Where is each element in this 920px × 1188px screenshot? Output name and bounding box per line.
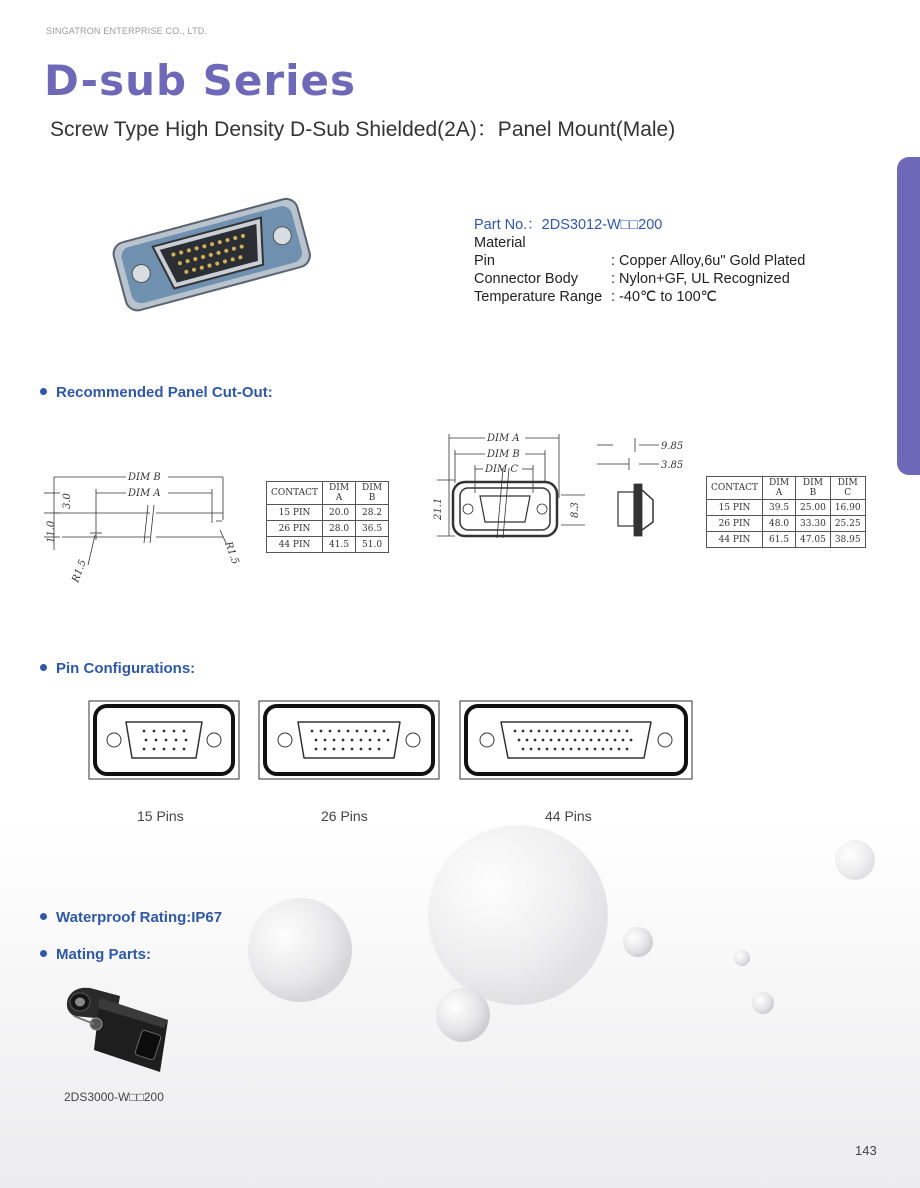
table-cell: 51.0 <box>356 537 389 553</box>
table-cell: 38.95 <box>830 532 865 548</box>
pin-diagram-44 <box>459 700 693 780</box>
table-header-cell: DIM C <box>830 477 865 500</box>
dim-c-label: DIM C <box>485 464 519 475</box>
table-cell: 25.25 <box>830 516 865 532</box>
dim-11-label: 11.0 <box>46 520 57 543</box>
mating-part-photo <box>60 980 175 1080</box>
dim-3-label: 3.0 <box>62 493 73 509</box>
table-header-cell: DIM A <box>763 477 796 500</box>
table-cell: 48.0 <box>763 516 796 532</box>
page-subtitle: Screw Type High Density D-Sub Shielded(2A)：Panel Mount(Male) <box>50 118 676 141</box>
spec-value: : -40℃ to 100℃ <box>611 289 717 305</box>
connector-dimension-drawing <box>425 428 700 543</box>
table-row <box>267 505 389 521</box>
table-header-row <box>707 477 866 500</box>
height-label: 21.1 <box>433 497 444 520</box>
table-cell: 28.2 <box>356 505 389 521</box>
spec-row <box>474 252 805 270</box>
section-pin-config <box>40 660 195 677</box>
table-cell: 33.30 <box>796 516 831 532</box>
cutout-dimension-table <box>266 481 389 553</box>
depth-label: 8.3 <box>570 502 581 518</box>
section-title: Recommended Panel Cut-Out: <box>56 384 273 401</box>
table-cell: 25.00 <box>796 500 831 516</box>
table-cell: 20.0 <box>323 505 356 521</box>
table-cell: 47.05 <box>796 532 831 548</box>
spec-row <box>474 288 805 306</box>
panel-cutout-drawing <box>40 465 255 595</box>
table-header-cell: DIM B <box>796 477 831 500</box>
table-cell: 41.5 <box>323 537 356 553</box>
dim-b-label: DIM B <box>487 449 520 460</box>
table-cell: 44 PIN <box>267 537 323 553</box>
table-row <box>267 521 389 537</box>
table-row <box>707 500 866 516</box>
table-cell: 26 PIN <box>267 521 323 537</box>
spec-label: Temperature Range <box>474 289 603 305</box>
pin-diagram-26 <box>258 700 440 780</box>
table-cell: 61.5 <box>763 532 796 548</box>
spec-label: Pin <box>474 253 495 269</box>
spec-value: : Copper Alloy,6u" Gold Plated <box>611 253 806 269</box>
dim-a-label: DIM A <box>128 488 161 499</box>
part-number: Part No.：2DS3012-W□□200 <box>474 217 663 233</box>
pin-caption-26: 26 Pins <box>321 808 368 824</box>
bullet-icon <box>40 950 47 957</box>
section-panel-cutout <box>40 384 273 401</box>
pin-caption-44: 44 Pins <box>545 808 592 824</box>
pin-diagram-15 <box>88 700 240 780</box>
spec-label: Connector Body <box>474 271 578 287</box>
page-number: 143 <box>855 1143 877 1158</box>
table-cell: 36.5 <box>356 521 389 537</box>
bullet-icon <box>40 388 47 395</box>
table-cell: 39.5 <box>763 500 796 516</box>
table-cell: 15 PIN <box>707 500 763 516</box>
dim-385-label: 3.85 <box>661 460 684 471</box>
dim-985-label: 9.85 <box>661 441 684 452</box>
connector-photo <box>108 192 313 312</box>
bullet-icon <box>40 913 47 920</box>
series-title: D-sub Series <box>44 56 356 105</box>
table-header-cell: DIM B <box>356 482 389 505</box>
radius-label: R1.5 <box>222 540 241 567</box>
section-title: Waterproof Rating:IP67 <box>56 909 223 926</box>
table-row <box>707 516 866 532</box>
spec-value: : Nylon+GF, UL Recognized <box>611 271 790 287</box>
company-name: SINGATRON ENTERPRISE CO., LTD. <box>46 26 208 36</box>
section-waterproof <box>40 909 222 926</box>
product-specs <box>474 216 805 306</box>
table-row <box>707 532 866 548</box>
section-title: Mating Parts: <box>56 946 152 963</box>
section-title: Pin Configurations: <box>56 660 196 677</box>
table-header-cell: CONTACT <box>267 482 323 505</box>
table-header-cell: CONTACT <box>707 477 763 500</box>
bullet-icon <box>40 664 47 671</box>
table-cell: 26 PIN <box>707 516 763 532</box>
dim-a-label: DIM A <box>487 433 520 444</box>
material-label: Material <box>474 235 526 251</box>
table-cell: 44 PIN <box>707 532 763 548</box>
radius-label: R1.5 <box>70 558 89 585</box>
mating-part-number: 2DS3000-W□□200 <box>64 1090 164 1104</box>
side-tab <box>897 157 920 475</box>
section-mating <box>40 946 151 963</box>
spec-row <box>474 270 805 288</box>
table-cell: 16.90 <box>830 500 865 516</box>
dim-b-label: DIM B <box>128 472 161 483</box>
connector-dimension-table <box>706 476 866 548</box>
table-header-row <box>267 482 389 505</box>
table-cell: 28.0 <box>323 521 356 537</box>
table-cell: 15 PIN <box>267 505 323 521</box>
pin-caption-15: 15 Pins <box>137 808 184 824</box>
table-header-cell: DIM A <box>323 482 356 505</box>
table-row <box>267 537 389 553</box>
